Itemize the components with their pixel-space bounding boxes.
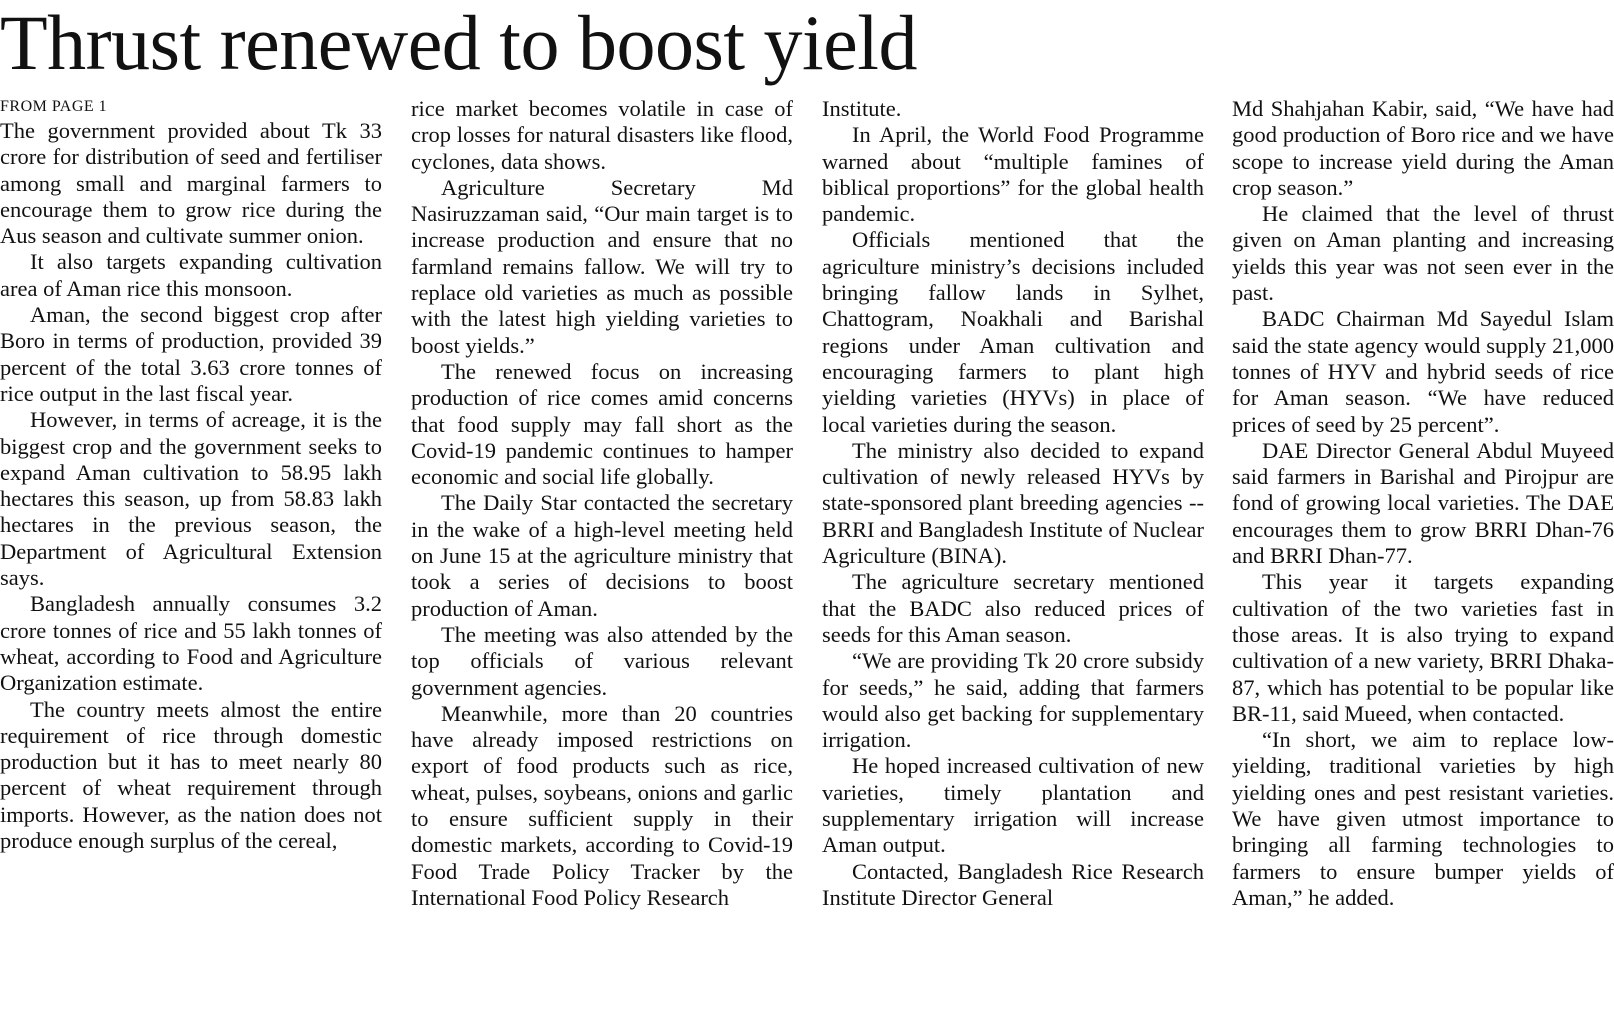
paragraph: The renewed focus on increasing production of rice comes amid concerns that food supply may fall short as the Covid-19 pandemic continues to hamper economic and social life globally. [411, 358, 793, 490]
column-1 [0, 96, 382, 1010]
paragraph: Md Shahjahan Kabir, said, “We have had good production of Boro rice and we have scope to increase yield during the Aman crop season.” [1232, 96, 1614, 200]
paragraph: rice market becomes volatile in case of crop losses for natural disasters like flood, cyclones, data shows. [411, 96, 793, 174]
paragraph: In April, the World Food Programme warned about “multiple famines of biblical proportions” for the global health pandemic. [822, 122, 1204, 227]
paragraph: It also targets expanding cultivation area of Aman rice this monsoon. [0, 249, 382, 301]
paragraph: However, in terms of acreage, it is the biggest crop and the government seeks to expand Aman cultivation to 58.95 lakh hectares this season, up from 58.83 lakh hectares in the previous season, the Department of Agricultural Extension says. [0, 407, 382, 591]
paragraph: The country meets almost the entire requirement of rice through domestic production but it has to meet nearly 80 percent of wheat requirement through imports. However, as the nation does not produce enough surplus of the cereal, [0, 696, 382, 854]
paragraph: Aman, the second biggest crop after Boro in terms of production, provided 39 percent of the total 3.63 crore tonnes of rice output in the last fiscal year. [0, 302, 382, 406]
paragraph: Contacted, Bangladesh Rice Research Institute Director General [822, 858, 1204, 910]
headline: Thrust renewed to boost yield [0, 0, 917, 86]
column-2 [411, 96, 793, 1010]
paragraph: Agriculture Secretary Md Nasiruzzaman said, “Our main target is to increase production and ensure that no farmland remains fallow. We will try to replace old varieties as much as possible with the latest high yielding varieties to boost yields.” [411, 174, 793, 358]
paragraph: Meanwhile, more than 20 countries have already imposed restrictions on export of food products such as rice, wheat, pulses, soybeans, onions and garlic to ensure sufficient supply in their domestic markets, according to Covid-19 Food Trade Policy Tracker by the International Food Policy Research [411, 700, 793, 910]
paragraph: The Daily Star contacted the secretary in the wake of a high-level meeting held on June 15 at the agriculture ministry that took a series of decisions to boost production of Aman. [411, 490, 793, 621]
paragraph: “We are providing Tk 20 crore subsidy for seeds,” he said, adding that farmers would also get backing for supplementary irrigation. [822, 648, 1204, 753]
article-body [0, 96, 1614, 1010]
paragraph: This year it targets expanding cultivation of the two varieties fast in those areas. It is also trying to expand cultivation of a new variety, BRRI Dhaka-87, which has potential to be popular like BR-11, said Mueed, when contacted. [1232, 569, 1614, 726]
jump-line: FROM PAGE 1 [0, 98, 108, 115]
paragraph: DAE Director General Abdul Muyeed said farmers in Barishal and Pirojpur are fond of growing local varieties. The DAE encourages them to grow BRRI Dhan-76 and BRRI Dhan-77. [1232, 437, 1614, 569]
paragraph: The government provided about Tk 33 crore for distribution of seed and fertiliser among small and marginal farmers to encourage them to grow rice during the Aus season and cultivate summer onion. [0, 118, 382, 249]
paragraph: BADC Chairman Md Sayedul Islam said the state agency would supply 21,000 tonnes of HYV and hybrid seeds of rice for Aman season. “We have reduced prices of seed by 25 percent”. [1232, 306, 1614, 437]
paragraph: Officials mentioned that the agriculture ministry’s decisions included bringing fallow lands in Sylhet, Chattogram, Noakhali and Barishal regions under Aman cultivation and encouraging farmers to plant high yielding varieties (HYVs) in place of local varieties during the season. [822, 227, 1204, 437]
paragraph: “In short, we aim to replace low-yielding, traditional varieties by high yielding ones and pest resistant varieties. We have given utmost importance to bringing all farming technologies to farmers to ensure bumper yields of Aman,” he added. [1232, 727, 1614, 910]
paragraph: Bangladesh annually consumes 3.2 crore tonnes of rice and 55 lakh tonnes of wheat, according to Food and Agriculture Organization estimate. [0, 591, 382, 696]
paragraph: Institute. [822, 96, 902, 121]
column-4 [1232, 96, 1614, 1010]
paragraph: The meeting was also attended by the top officials of various relevant government agencies. [411, 621, 793, 700]
paragraph: He hoped increased cultivation of new varieties, timely plantation and supplementary irrigation will increase Aman output. [822, 753, 1204, 858]
paragraph: He claimed that the level of thrust given on Aman planting and increasing yields this year was not seen ever in the past. [1232, 201, 1614, 306]
paragraph: The agriculture secretary mentioned that the BADC also reduced prices of seeds for this Aman season. [822, 569, 1204, 647]
column-3 [822, 96, 1204, 1010]
paragraph: The ministry also decided to expand cultivation of newly released HYVs by state-sponsored plant breeding agencies -- BRRI and Bangladesh Institute of Nuclear Agriculture (BINA). [822, 437, 1204, 569]
